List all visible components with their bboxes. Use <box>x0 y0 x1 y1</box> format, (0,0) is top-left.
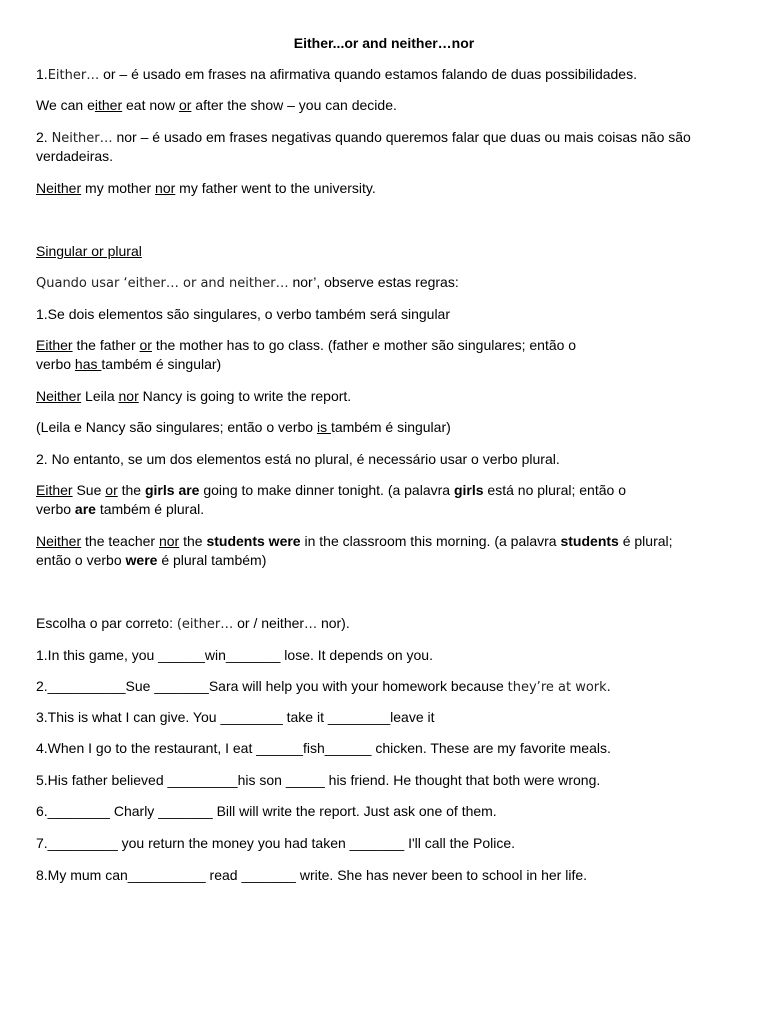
exercise-item-7: 7._________ you return the money you had taken _______ I'll call the Police. <box>36 835 516 851</box>
exercise-item-2: 2.__________Sue _______Sara will help you with your homework because they’re at work. <box>36 678 611 695</box>
rule-1-example-either-cont: verbo has também é singular) <box>36 356 222 372</box>
exercise-item-3: 3.This is what I can give. You ________ take it ________leave it <box>36 709 435 725</box>
either-or-example: We can either eat now or after the show – you can decide. <box>36 97 397 113</box>
neither-nor-example: Neither my mother nor my father went to the university. <box>36 180 376 196</box>
exercise-item-5: 5.His father believed _________his son _____ his friend. He thought that both were wrong. <box>36 772 601 788</box>
exercise-item-1: 1.In this game, you ______win_______ lose. It depends on you. <box>36 647 433 663</box>
rule-2-example-neither: Neither the teacher nor the students were in the classroom this morning. (a palavra students é plural; <box>36 533 673 549</box>
rule-2: 2. No entanto, se um dos elementos está no plural, é necessário usar o verbo plural. <box>36 451 560 467</box>
rule-2-example-either: Either Sue or the girls are going to make dinner tonight. (a palavra girls está no plural; então o <box>36 482 626 498</box>
section-heading-singular-plural: Singular or plural <box>36 243 142 259</box>
exercise-item-4: 4.When I go to the restaurant, I eat ______fish______ chicken. These are my favorite meals. <box>36 740 611 756</box>
exercise-instructions: Escolha o par correto: (either… or / neither… nor). <box>36 615 350 632</box>
neither-nor-definition: 2. Neither… nor – é usado em frases negativas quando queremos falar que duas ou mais coisas não são <box>36 129 691 146</box>
rule-2-example-neither-cont: então o verbo were é plural também) <box>36 552 267 568</box>
page-title: Either...or and neither…nor <box>293 35 475 51</box>
rule-1-example-note: (Leila e Nancy são singulares; então o verbo is também é singular) <box>36 419 451 435</box>
either-or-definition: 1.Either… or – é usado em frases na afirmativa quando estamos falando de duas possibilidades. <box>36 66 637 83</box>
neither-nor-definition-cont: verdadeiras. <box>36 148 114 164</box>
rule-1-example-either: Either the father or the mother has to go class. (father e mother são singulares; então o <box>36 337 577 353</box>
rule-1: 1.Se dois elementos são singulares, o verbo também será singular <box>36 306 450 322</box>
rule-2-example-either-cont: verbo are também é plural. <box>36 501 205 517</box>
rule-1-example-neither: Neither Leila nor Nancy is going to write the report. <box>36 388 352 404</box>
exercise-item-6: 6.________ Charly _______ Bill will write the report. Just ask one of them. <box>36 803 497 819</box>
rules-lead: Quando usar ‘either… or and neither… nor’, observe estas regras: <box>36 274 459 291</box>
exercise-item-8: 8.My mum can__________ read _______ write. She has never been to school in her life. <box>36 867 588 883</box>
